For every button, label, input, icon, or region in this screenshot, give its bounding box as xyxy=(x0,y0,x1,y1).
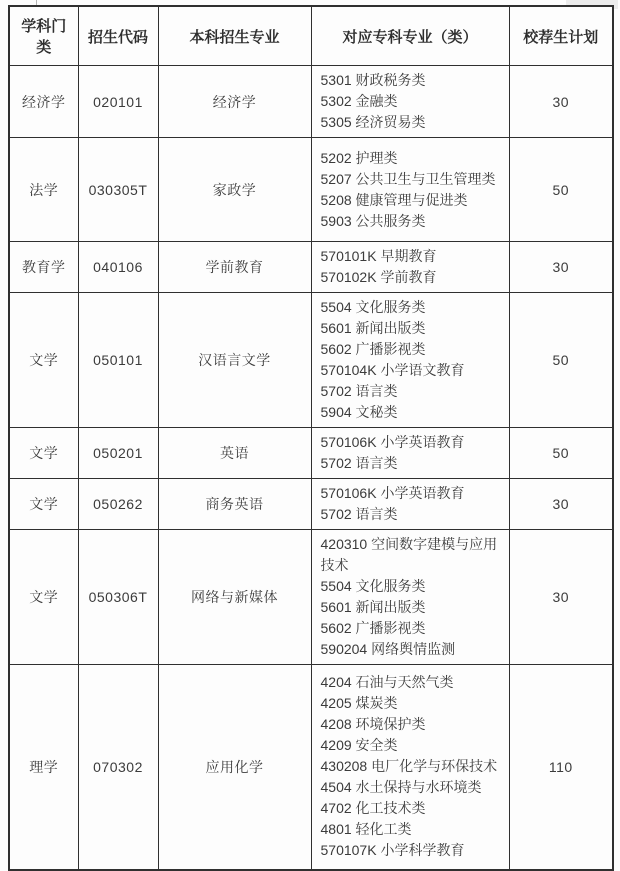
specialties-cell xyxy=(311,293,509,428)
header-row xyxy=(9,6,613,66)
code-cell: 050201 xyxy=(78,428,158,479)
specialty-item: 5702 语言类 xyxy=(320,383,398,399)
specialty-item: 5504 文化服务类 xyxy=(320,578,426,594)
plan-cell: 30 xyxy=(509,242,613,293)
major-cell: 应用化学 xyxy=(158,665,311,870)
specialties-cell xyxy=(311,530,509,665)
specialty-item: 5601 新闻出版类 xyxy=(320,320,426,336)
specialty-item: 570106K 小学英语教育 xyxy=(320,434,465,450)
specialties-cell xyxy=(311,242,509,293)
plan-cell: 30 xyxy=(509,479,613,530)
specialty-item: 4205 煤炭类 xyxy=(320,695,398,712)
table-row xyxy=(9,138,613,242)
code-cell: 050262 xyxy=(78,479,158,530)
specialty-item: 5602 广播影视类 xyxy=(320,620,426,636)
category-cell: 法学 xyxy=(9,138,78,242)
major-cell: 学前教育 xyxy=(158,242,311,293)
major-cell: 网络与新媒体 xyxy=(158,530,311,665)
table-row xyxy=(9,665,613,870)
code-cell: 050101 xyxy=(78,293,158,428)
category-cell: 文学 xyxy=(9,479,78,530)
category-cell: 经济学 xyxy=(9,66,78,138)
specialty-item: 4209 安全类 xyxy=(320,737,398,754)
specialty-item: 5305 经济贸易类 xyxy=(320,114,426,130)
table-body xyxy=(9,66,613,870)
major-cell: 经济学 xyxy=(158,66,311,138)
column-header: 招生代码 xyxy=(78,6,158,66)
specialties-cell xyxy=(311,428,509,479)
specialty-item: 5207 公共卫生与卫生管理类 xyxy=(320,170,496,187)
specialties-cell xyxy=(311,479,509,530)
column-header: 本科招生专业 xyxy=(158,6,311,66)
plan-cell: 30 xyxy=(509,66,613,138)
specialty-item: 5602 广播影视类 xyxy=(320,341,426,357)
specialty-item: 5903 公共服务类 xyxy=(320,212,426,229)
specialty-item: 4504 水土保持与水环境类 xyxy=(320,779,482,796)
specialty-item: 420310 空间数字建模与应用技术 xyxy=(320,536,498,573)
category-cell: 教育学 xyxy=(9,242,78,293)
plan-cell: 50 xyxy=(509,293,613,428)
major-cell: 英语 xyxy=(158,428,311,479)
category-cell: 文学 xyxy=(9,293,78,428)
specialty-item: 4208 环境保护类 xyxy=(320,716,426,733)
table-row xyxy=(9,242,613,293)
admissions-plan-table xyxy=(8,5,614,871)
column-header: 学科门类 xyxy=(9,6,78,66)
category-cell: 理学 xyxy=(9,665,78,870)
specialty-item: 5702 语言类 xyxy=(320,455,398,471)
code-cell: 030305T xyxy=(78,138,158,242)
code-cell: 070302 xyxy=(78,665,158,870)
table-row xyxy=(9,479,613,530)
table-row xyxy=(9,293,613,428)
specialty-item: 570106K 小学英语教育 xyxy=(320,485,465,501)
specialty-item: 590204 网络舆情监测 xyxy=(320,641,456,657)
specialty-item: 5702 语言类 xyxy=(320,506,398,522)
plan-cell: 50 xyxy=(509,138,613,242)
column-header: 对应专科专业（类） xyxy=(311,6,509,66)
major-cell: 家政学 xyxy=(158,138,311,242)
plan-cell: 110 xyxy=(509,665,613,870)
code-cell: 020101 xyxy=(78,66,158,138)
table-row xyxy=(9,428,613,479)
specialty-item: 5601 新闻出版类 xyxy=(320,599,426,615)
specialty-item: 570102K 学前教育 xyxy=(320,269,437,285)
code-cell: 040106 xyxy=(78,242,158,293)
specialty-item: 430208 电厂化学与环保技术 xyxy=(320,758,498,775)
category-cell: 文学 xyxy=(9,428,78,479)
column-header: 校荐生计划 xyxy=(509,6,613,66)
specialties-cell xyxy=(311,665,509,870)
plan-cell: 30 xyxy=(509,530,613,665)
specialty-item: 5504 文化服务类 xyxy=(320,299,426,315)
specialty-item: 5202 护理类 xyxy=(320,149,398,166)
specialties-cell xyxy=(311,138,509,242)
major-cell: 汉语言文学 xyxy=(158,293,311,428)
specialty-item: 570107K 小学科学教育 xyxy=(320,842,465,859)
table-header xyxy=(9,6,613,66)
specialties-cell xyxy=(311,66,509,138)
specialty-item: 5904 文秘类 xyxy=(320,404,398,420)
major-cell: 商务英语 xyxy=(158,479,311,530)
specialty-item: 4204 石油与天然气类 xyxy=(320,674,454,691)
table-row xyxy=(9,66,613,138)
specialty-item: 5302 金融类 xyxy=(320,93,398,109)
specialty-item: 570101K 早期教育 xyxy=(320,248,437,264)
specialty-item: 4702 化工技术类 xyxy=(320,800,426,817)
category-cell: 文学 xyxy=(9,530,78,665)
table-row xyxy=(9,530,613,665)
specialty-item: 4801 轻化工类 xyxy=(320,821,412,838)
code-cell: 050306T xyxy=(78,530,158,665)
specialty-item: 5208 健康管理与促进类 xyxy=(320,191,468,208)
specialty-item: 570104K 小学语文教育 xyxy=(320,362,465,378)
specialty-item: 5301 财政税务类 xyxy=(320,72,426,88)
plan-cell: 50 xyxy=(509,428,613,479)
